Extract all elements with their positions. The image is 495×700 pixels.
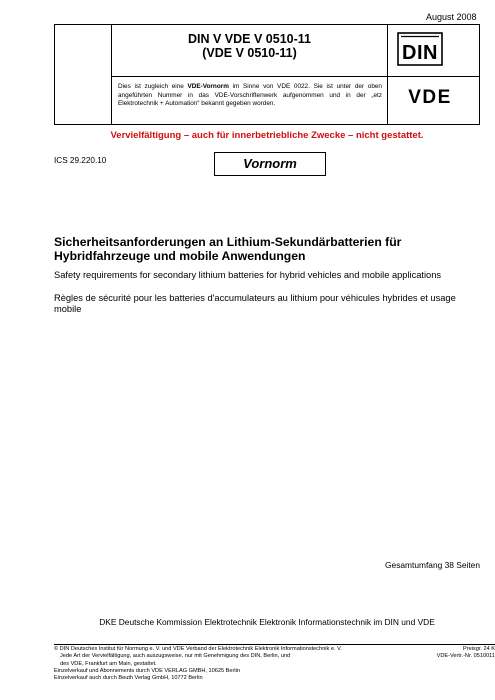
- ics-code: ICS 29.220.10: [54, 156, 107, 165]
- footer-price-info: [392, 646, 495, 661]
- order-number: VDE-Vertr.-Nr. 0510011: [436, 653, 495, 660]
- vde-note-suffix: im Sinne von VDE 0022. Sie ist unter der oben angeführten Nummer in das VDE-Vorschriftenwerk aufgenommen und in der „etz Elektrotechnik + Automation“ bekannt gegeben worden.: [118, 83, 382, 108]
- committee-name: DKE Deutsche Kommission Elektrotechnik Elektronik Informationstechnik im DIN und VDE: [99, 617, 435, 627]
- din-logo: [397, 32, 443, 66]
- header-divider-horizontal: [111, 76, 480, 77]
- title-french: Règles de sécurité pour les batteries d'accumulateurs au lithium pour véhicules hybrides et usage mobile: [54, 293, 456, 314]
- din-logo-text: DIN: [402, 42, 438, 64]
- vde-note-prefix: Dies ist zugleich eine: [118, 83, 188, 90]
- footer-copyright: [54, 646, 384, 682]
- footer-divider: [54, 644, 495, 645]
- total-pages: Gesamtumfang 38 Seiten: [385, 560, 480, 570]
- designation-line-1: DIN V VDE V 0510-11: [188, 32, 311, 46]
- price-group: Preisgr. 24 K: [462, 646, 495, 652]
- vde-note-bold: VDE-Vornorm: [187, 83, 229, 90]
- vde-note: [118, 83, 382, 109]
- document-type-box: Vornorm: [214, 152, 326, 176]
- copyright-line-2: Jede Art der Vervielfältigung, auch auszugsweise, nur mit Genehmigung des DIN, Berlin, und: [60, 653, 291, 660]
- sales-line-1: Einzelverkauf und Abonnements durch VDE VERLAG GMBH, 10625 Berlin: [54, 667, 240, 674]
- copyright-line-1: © DIN Deutsches Institut für Normung e. V. und VDE Verband der Elektrotechnik Elektronik Informationstechnik e. V.: [54, 646, 342, 652]
- designation-line-2: (VDE V 0510-11): [202, 46, 297, 60]
- vde-logo-text: VDE: [408, 87, 452, 106]
- vde-logo: [392, 86, 468, 106]
- standard-designation: [112, 32, 387, 60]
- title-german: Sicherheitsanforderungen an Lithium-Sekundärbatterien für Hybridfahrzeuge und mobile Anwendungen: [54, 235, 402, 263]
- title-english: Safety requirements for secondary lithium batteries for hybrid vehicles and mobile applications: [54, 270, 442, 280]
- sales-line-2: Einzelverkauf auch durch Beuth Verlag GmbH, 10772 Berlin: [54, 675, 203, 682]
- header-divider-right: [387, 24, 388, 125]
- copyright-line-3: des VDE, Frankfurt am Main, gestattet.: [60, 660, 157, 667]
- issue-date: August 2008: [426, 12, 477, 22]
- reproduction-notice: Vervielfältigung – auch für innerbetriebliche Zwecke – nicht gestattet.: [110, 130, 424, 141]
